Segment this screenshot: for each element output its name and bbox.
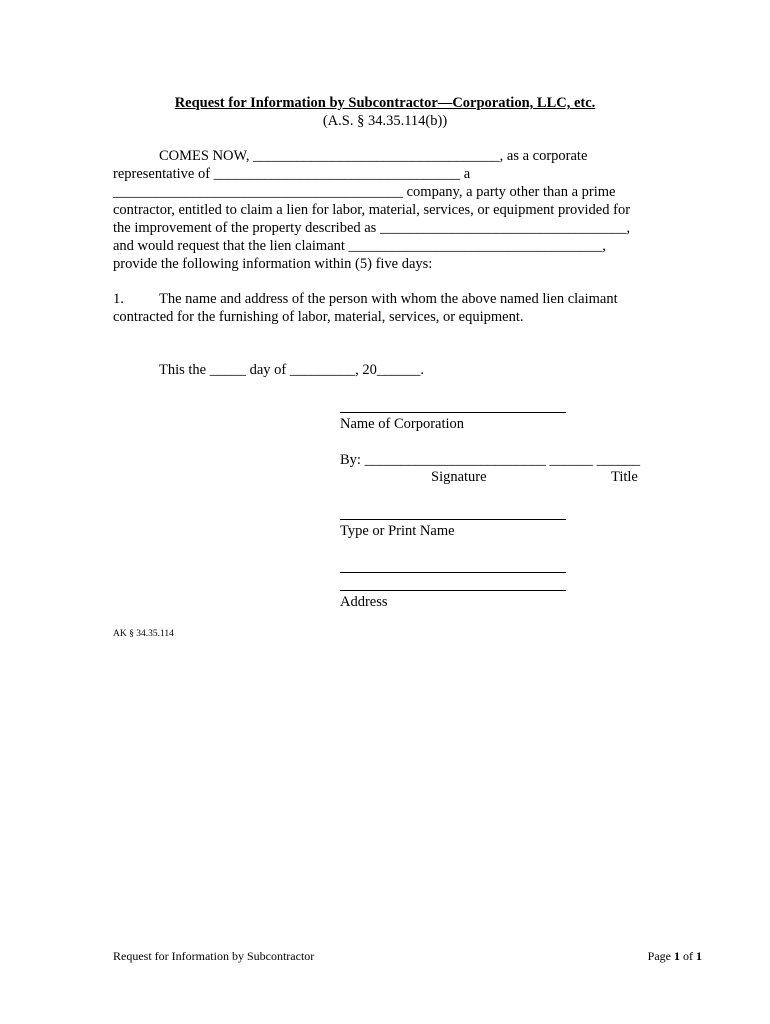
body-line-6: and would request that the lien claimant ___________________________________, [113,238,606,254]
corporation-name-rule [340,412,566,413]
item-text-line-1: The name and address of the person with whom the above named lien claimant [159,291,618,307]
page-of: of [680,949,696,963]
by-signature-line: By: _________________________ ______ ______ [340,452,641,468]
address-label: Address [340,594,388,610]
page-number [648,949,702,964]
body-line-4: contractor, entitled to claim a lien for labor, material, services, or equipment provided for [113,202,631,218]
print-name-rule [340,519,566,520]
body-line-7: provide the following information within (5) five days: [113,256,433,272]
body-line-5: the improvement of the property described as __________________________________, [113,220,631,236]
footer-title: Request for Information by Subcontractor [113,949,315,963]
item-text-line-2: contracted for the furnishing of labor, material, services, or equipment. [113,309,524,325]
body-line-2: representative of __________________________________ a [113,166,471,182]
address-rule-2 [340,590,566,591]
body-line-3: ________________________________________ company, a party other than a prime [113,184,616,200]
total-pages: 1 [696,949,702,963]
page-prefix: Page [647,949,674,963]
signature-label: Signature [431,469,487,485]
corporation-name-label: Name of Corporation [340,416,465,432]
statute-citation: (A.S. § 34.35.114(b)) [322,113,448,129]
title-label: Title [611,469,638,485]
date-line: This the _____ day of _________, 20______. [159,362,425,378]
statute-reference: AK § 34.35.114 [113,629,174,639]
item-number: 1. [113,291,124,307]
body-line-1: COMES NOW, __________________________________, as a corporate [159,148,588,164]
address-rule-1 [340,572,566,573]
print-name-label: Type or Print Name [340,523,455,539]
current-page: 1 [674,949,680,963]
document-title: Request for Information by Subcontractor—Corporation, LLC, etc. [174,95,596,111]
